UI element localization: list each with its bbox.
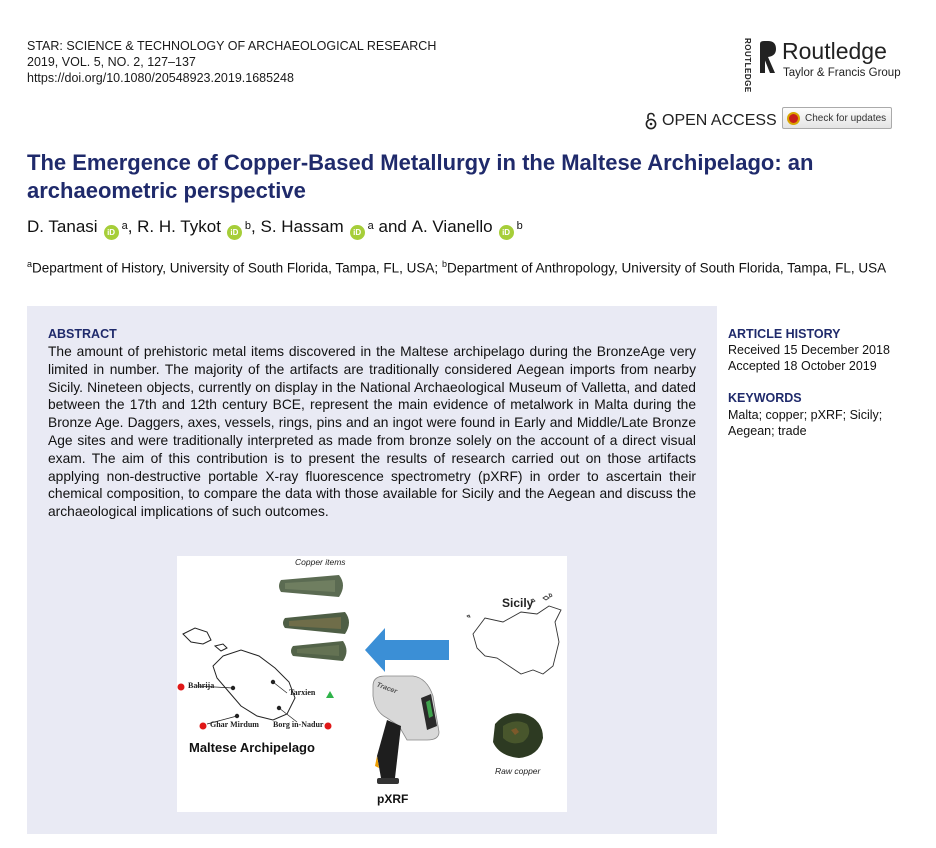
- author-1[interactable]: D. Tanasi iDa,: [27, 217, 137, 237]
- abstract-text: The amount of prehistoric metal items discovered in the Maltese archipelago during the BronzeAge very limited in number. The majority of the artifacts are traditionally considered Aegean imports from nearby Sicily. Nineteen objects, currently on display in the National Archaeological Museum of Valletta, and dated between the 17th and 12th century BCE, represent the main evidence of metalwork in Malta during the Bronze Age. Daggers, axes, vessels, rings, pins and an ingot were found in Early and Middle/Late Bronze Age sites and were traditionally interpreted as made from bronze solely on the account of a direct visual exam. The aim of this contribution is to present the results of research carried out on those artifacts applying non-destructive portable X-ray fluorescence spectrometry (pXRF) in order to ascertain their chemical composition, to compare the data with those available for Sicily and the Aegean and discuss the archaeological implications of such outcomes.: [48, 344, 696, 520]
- author-affiliation-mark: b: [516, 220, 523, 232]
- sicily-outline: [473, 606, 561, 674]
- journal-volume: 2019, VOL. 5, NO. 2, 127–137: [27, 55, 196, 69]
- raw-copper-image: [493, 713, 543, 758]
- orcid-icon[interactable]: iD: [104, 225, 119, 240]
- label-ghar-mirdum: Ghar Mirdum: [210, 720, 259, 729]
- publisher-logo: [740, 36, 910, 93]
- gozo-outline: [183, 628, 211, 644]
- label-sicily: Sicily: [502, 596, 534, 610]
- open-access-badge: [645, 110, 777, 132]
- accepted-date: Accepted 18 October 2019: [728, 359, 877, 373]
- orcid-icon[interactable]: iD: [227, 225, 242, 240]
- received-date: Received 15 December 2018: [728, 343, 890, 357]
- label-pxrf: pXRF: [377, 792, 409, 806]
- orcid-icon[interactable]: iD: [499, 225, 514, 240]
- affiliation-a: Department of History, University of South Florida, Tampa, FL, USA;: [32, 260, 439, 276]
- malta-outline: [213, 650, 295, 720]
- article-history-heading: ARTICLE HISTORY: [728, 327, 841, 341]
- keywords-heading: KEYWORDS: [728, 391, 802, 405]
- bahrija-dot: [178, 684, 185, 691]
- journal-name: STAR: SCIENCE & TECHNOLOGY OF ARCHAEOLOGICAL RESEARCH: [27, 39, 437, 53]
- graphical-abstract: [177, 556, 567, 812]
- comino-outline: [215, 644, 227, 651]
- author-2[interactable]: R. H. Tykot iDb,: [137, 217, 260, 237]
- affiliations: [27, 255, 907, 278]
- affiliation-a-mark: a: [27, 259, 33, 269]
- tarxien-marker: [326, 691, 334, 698]
- copper-axe-1: [279, 575, 343, 597]
- affiliation-b-mark: b: [441, 259, 447, 269]
- ghar-mirdum-dot: [200, 723, 207, 730]
- label-tarxien: Tarxien: [289, 688, 316, 697]
- device-brand-label: Tracer: [375, 681, 398, 696]
- author-affiliation-mark: a: [367, 220, 374, 232]
- open-lock-icon: [645, 112, 657, 130]
- check-for-updates-label: Check for updates: [805, 112, 887, 124]
- copper-axe-2: [283, 612, 349, 634]
- arrow-left-icon: [365, 628, 449, 672]
- author-affiliation-mark: a: [121, 220, 128, 232]
- journal-doi[interactable]: https://doi.org/10.1080/20548923.2019.1685248: [27, 71, 294, 85]
- orcid-icon[interactable]: iD: [350, 225, 365, 240]
- label-copper-items: Copper items: [295, 557, 346, 567]
- abstract-heading: ABSTRACT: [48, 327, 117, 341]
- copper-axe-3: [291, 641, 347, 661]
- borg-in-nadur-dot: [325, 723, 332, 730]
- pxrf-device-icon: [373, 676, 439, 784]
- routledge-mark-icon: [756, 40, 778, 74]
- author-4[interactable]: A. Vianello iDb: [412, 217, 523, 237]
- journal-header: [27, 38, 436, 86]
- keywords-text: Malta; copper; pXRF; Sicily; Aegean; trade: [728, 408, 883, 438]
- update-check-icon: [787, 112, 800, 125]
- publisher-group: Taylor & Francis Group: [783, 67, 901, 79]
- check-for-updates-button[interactable]: [782, 107, 892, 129]
- publisher-vertical-text: ROUTLEDGE: [743, 38, 752, 93]
- author-affiliation-mark: b: [244, 220, 252, 232]
- publisher-name: Routledge: [782, 38, 887, 64]
- author-list: [27, 217, 523, 237]
- label-maltese-archipelago: Maltese Archipelago: [189, 740, 315, 755]
- article-title: The Emergence of Copper-Based Metallurgy in the Maltese Archipelago: an archaeometric perspective: [27, 150, 814, 203]
- label-bahrija: Bahrija: [188, 681, 215, 690]
- label-borg-in-nadur: Borg in-Nadur: [273, 720, 324, 729]
- label-raw-copper: Raw copper: [495, 766, 541, 776]
- open-access-label: OPEN ACCESS: [662, 112, 777, 129]
- publisher-vertical-text-wrapper: [740, 38, 754, 93]
- author-3[interactable]: S. Hassam iDa and: [261, 217, 412, 237]
- affiliation-b: Department of Anthropology, University of South Florida, Tampa, FL, USA: [446, 260, 887, 276]
